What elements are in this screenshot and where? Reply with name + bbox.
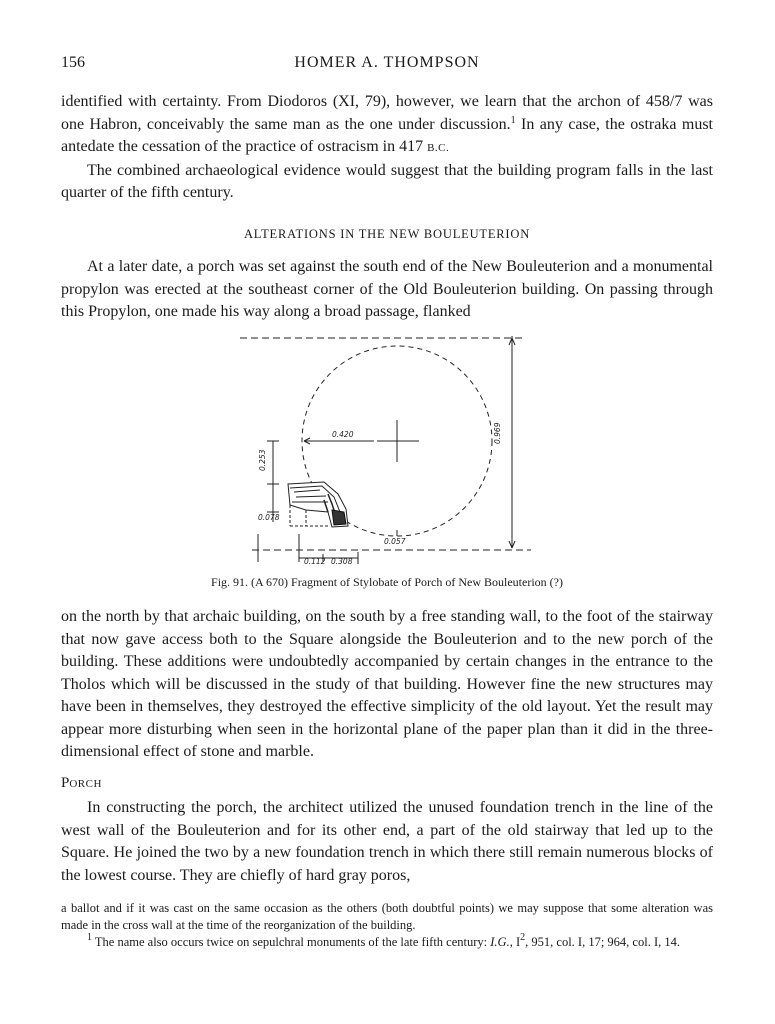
page-number: 156 [61, 54, 85, 71]
height-lower-label: 0.078 [258, 513, 280, 522]
diameter-label: 0.969 [493, 422, 502, 444]
footnote-1-marker: 1 [87, 932, 92, 943]
continuation-paragraph: on the north by that archaic building, on the south by a free standing wall, to the foot of the stairway that now gave access both to the Square alongside the Bouleuterion and to the new porch of the building. These additions were undoubtedly accompanied by certain changes in the entrance to the Tholos which will be discussed in the study of that building. However fine the new structures may have been in themselves, they destroyed the effective simplicity of the old layout. Yet the result may appear more disturbing when seen in the horizontal plane of the paper plan than it did in the three-dimensional effect of stone and marble. [61, 608, 713, 760]
radius-label: 0.420 [332, 430, 354, 439]
footnotes [61, 900, 713, 951]
continuation-text [61, 606, 713, 764]
figure-91 [236, 322, 546, 572]
intro-paragraph-2: The combined archaeological evidence would suggest that the building program falls in the last quarter of the fifth century. [61, 161, 713, 201]
figure-caption: Fig. 91. (A 670) Fragment of Stylobate of Porch of New Bouleuterion (?) [211, 575, 563, 589]
alterations-paragraph: At a later date, a porch was set against the south end of the New Bouleuterion and a monumental propylon was erected at the southeast corner of the Old Bouleuterion building. On passing through this Propylon, one made his way along a broad passage, flanked [61, 258, 713, 320]
porch-heading-rest: ORCH [69, 778, 102, 790]
bottom-offset-label: 0.057 [384, 537, 406, 546]
porch-heading [61, 775, 102, 792]
intro-p1-text-b: In any case, the ostraka must antedate the cessation of the practice of ostracism in 417 [61, 115, 713, 155]
base-left-label: 0.112 [304, 557, 326, 566]
section-heading: ALTERATIONS IN THE NEW BOULEUTERION [243, 227, 531, 241]
footnote-1-edition: 2 [520, 932, 526, 943]
era-abbrev: B.C. [427, 142, 450, 154]
base-right-label: 0.308 [331, 557, 353, 566]
porch-heading-cap: P [61, 775, 70, 791]
footnote-1 [61, 934, 713, 951]
footnote-continued: a ballot and if it was cast on the same occasion as the others (both doubtful points) we may suppose that some alteration was made in the cross wall at the time of the reorganization of the building. [61, 901, 713, 932]
running-head: HOMER A. THOMPSON [294, 54, 480, 71]
page-header [61, 54, 713, 78]
stylobate-drawing [236, 322, 546, 572]
footnote-ref-1: 1 [510, 114, 516, 126]
intro-paragraph-1 [61, 91, 713, 160]
footnote-1-ref: I.G. [490, 935, 510, 949]
porch-paragraph: In constructing the porch, the architect utilized the unused foundation trench in the line of the west wall of the Bouleuterion and for its other end, a part of the old stairway that led up to the Square. He joined the two by a new foundation trench in which there still remain numerous blocks of the lowest course. They are chiefly of hard gray poros, [61, 799, 713, 884]
intro-p1-text: identified with certainty. From Diodoros (XI, 79), however, we learn that the archon of 458/7 was one Habron, conceivably the same man as the one under discussion. [61, 93, 713, 133]
footnote-1-text-c: , 951, col. I, 17; 964, col. I, 14. [525, 935, 680, 949]
stylobate-fragment [288, 482, 348, 527]
footnote-1-text-b: , I [509, 935, 521, 949]
alterations-text [61, 256, 713, 324]
height-upper-label: 0.253 [258, 449, 267, 471]
footnote-1-text: The name also occurs twice on sepulchral monuments of the late fifth century: [92, 935, 491, 949]
porch-text [61, 797, 713, 887]
intro-text [61, 91, 713, 205]
